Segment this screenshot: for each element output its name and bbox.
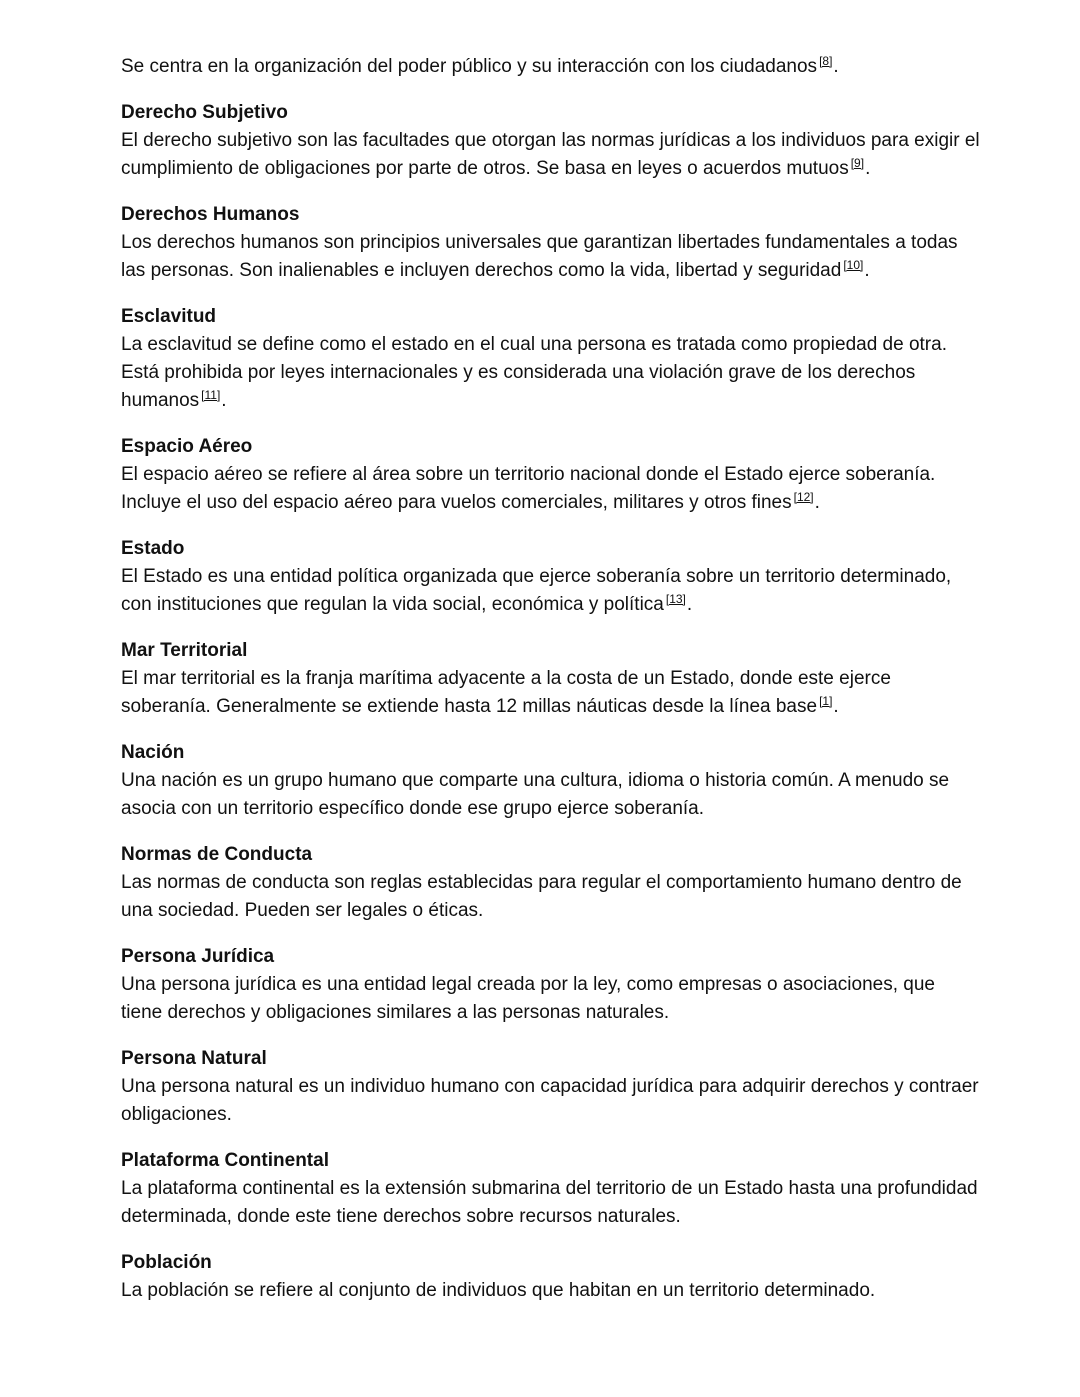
entry-term: Esclavitud: [121, 306, 217, 327]
entry-definition: [121, 563, 981, 619]
intro-tail: .: [833, 56, 839, 77]
entry-definition-tail: .: [814, 492, 820, 513]
intro-reference-link[interactable]: [8]: [819, 53, 833, 68]
entry-reference-link[interactable]: [11]: [201, 387, 221, 402]
glossary-entry-derechos-humanos: [121, 201, 981, 285]
intro-paragraph: [121, 53, 981, 81]
glossary-entry-derecho-subjetivo: [121, 99, 981, 183]
entry-term: Normas de Conducta: [121, 844, 313, 865]
glossary-entry-esclavitud: [121, 303, 981, 415]
entry-term: Población: [121, 1252, 212, 1273]
entry-term: Persona Jurídica: [121, 946, 275, 967]
entry-definition: La población se refiere al conjunto de individuos que habitan en un territorio determinado.: [121, 1280, 876, 1301]
entry-definition-tail: .: [686, 594, 693, 615]
entry-definition-tail: .: [833, 696, 839, 717]
entry-definition: [121, 665, 981, 721]
glossary-entry-persona-juridica: [121, 943, 981, 1027]
entry-term: Espacio Aéreo: [121, 436, 253, 457]
entry-definition-text: Los derechos humanos son principios universales que garantizan libertades fundamentales a todas las personas. Son inalienables e incluyen derechos como la vida, libertad y seguridad: [121, 232, 958, 281]
entry-term: Plataforma Continental: [121, 1150, 329, 1171]
entry-reference-link[interactable]: [10]: [843, 257, 864, 272]
glossary-entry-mar-territorial: [121, 637, 981, 721]
glossary-entry-poblacion: [121, 1249, 981, 1305]
entry-definition-tail: .: [865, 158, 871, 179]
entry-term: Nación: [121, 742, 185, 763]
entry-definition: Una persona natural es un individuo humano con capacidad jurídica para adquirir derechos y contraer obligaciones.: [121, 1076, 979, 1125]
entry-reference-link[interactable]: [9]: [850, 155, 865, 170]
entry-definition: [121, 331, 981, 415]
glossary-entry-nacion: [121, 739, 981, 823]
entry-reference-link[interactable]: [12]: [793, 489, 814, 504]
entry-definition: [121, 461, 981, 517]
glossary-entry-normas-de-conducta: [121, 841, 981, 925]
entry-term: Estado: [121, 538, 185, 559]
entry-definition-text: El derecho subjetivo son las facultades que otorgan las normas jurídicas a los individuos para exigir el cumplimiento de obligaciones por parte de otros. Se basa en leyes o acuerdos mutuos: [121, 130, 980, 179]
glossary-entry-persona-natural: [121, 1045, 981, 1129]
entry-definition: Una persona jurídica es una entidad legal creada por la ley, como empresas o asociaciones, que tiene derechos y obligaciones similares a las personas naturales.: [121, 974, 935, 1023]
glossary-entry-plataforma-continental: [121, 1147, 981, 1231]
entry-definition: Una nación es un grupo humano que comparte una cultura, idioma o historia común. A menudo se asocia con un territorio específico donde ese grupo ejerce soberanía.: [121, 770, 950, 819]
entry-term: Derecho Subjetivo: [121, 102, 288, 123]
entry-definition-tail: .: [864, 260, 870, 281]
entry-definition: Las normas de conducta son reglas establecidas para regular el comportamiento humano dentro de una sociedad. Pueden ser legales o éticas.: [121, 872, 962, 921]
glossary-page: [121, 53, 981, 1323]
glossary-entry-espacio-aereo: [121, 433, 981, 517]
glossary-entry-estado: [121, 535, 981, 619]
entry-reference-link[interactable]: [13]: [665, 591, 686, 606]
entry-definition: [121, 229, 981, 285]
entry-definition-text: El mar territorial es la franja marítima adyacente a la costa de un Estado, donde este ejerce soberanía. Generalmente se extiende hasta 12 millas náuticas desde la línea base: [121, 668, 891, 717]
entry-reference-link[interactable]: [1]: [819, 693, 833, 708]
entry-definition-text: La esclavitud se define como el estado en el cual una persona es tratada como propiedad de otra. Está prohibida por leyes internacionales y es considerada una violación grave de los derechos humanos: [121, 334, 947, 411]
entry-term: Persona Natural: [121, 1048, 267, 1069]
entry-definition-tail: .: [221, 390, 227, 411]
entry-term: Derechos Humanos: [121, 204, 300, 225]
entry-definition: La plataforma continental es la extensión submarina del territorio de un Estado hasta una profundidad determinada, donde este tiene derechos sobre recursos naturales.: [121, 1178, 978, 1227]
entry-term: Mar Territorial: [121, 640, 248, 661]
entry-definition-text: El espacio aéreo se refiere al área sobre un territorio nacional donde el Estado ejerce soberanía. Incluye el uso del espacio aéreo para vuelos comerciales, militares y otros fines: [121, 464, 936, 513]
entry-definition: [121, 127, 981, 183]
intro-text: Se centra en la organización del poder público y su interacción con los ciudadanos: [121, 56, 818, 77]
entry-definition-text: El Estado es una entidad política organizada que ejerce soberanía sobre un territorio determinado, con instituciones que regulan la vida social, económica y política: [121, 566, 952, 615]
